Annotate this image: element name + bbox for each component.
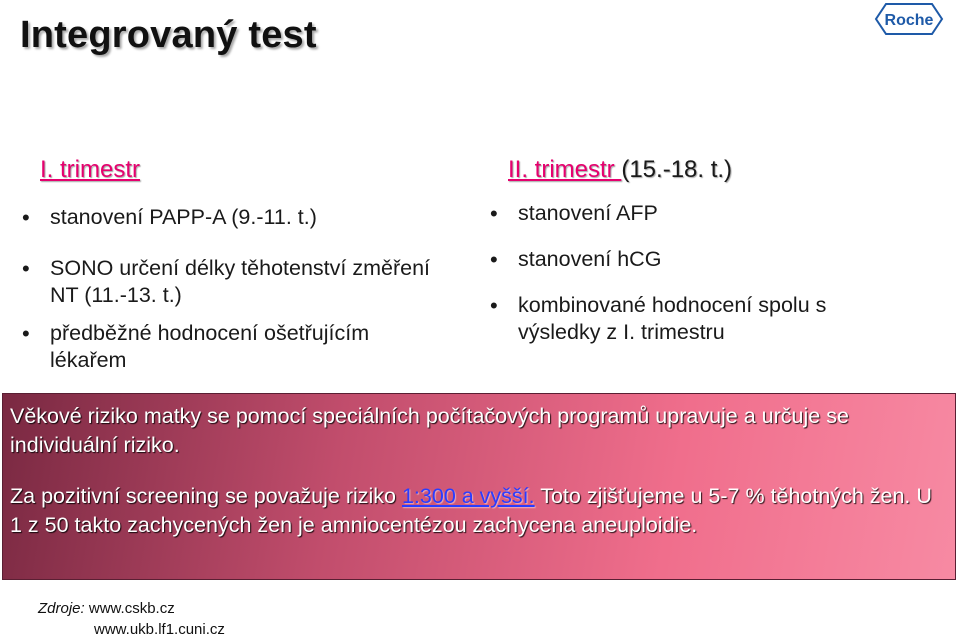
screening-text-after: Toto zjišťujeme u 5-7 % těhotných žen. U 1 z 50 takto zachycených žen je amniocentézou zachycena aneuploidie.	[10, 484, 938, 537]
info-paragraph-age-risk: Věkové riziko matky se pomocí speciálních počítačových programů upravuje a určuje se individuální riziko.	[10, 404, 849, 457]
screening-text-before: Za pozitivní screening se považuje riziko	[10, 484, 402, 508]
info-paragraph-screening	[10, 482, 940, 540]
slide-title: Integrovaný test	[20, 14, 317, 56]
list-item: • stanovení hCG	[490, 246, 954, 273]
list-item: • SONO určení délky těhotenství změření NT (11.-13. t.)	[22, 255, 440, 309]
right-column	[484, 150, 954, 346]
source-link-ukb[interactable]: www.ukb.lf1.cuni.cz	[94, 621, 225, 638]
source-link-cskb[interactable]: www.cskb.cz	[88, 600, 175, 617]
right-list	[490, 200, 954, 346]
left-column	[22, 150, 462, 374]
logo-text: Roche	[884, 12, 934, 29]
list-item: • stanovení AFP	[490, 200, 954, 227]
right-heading-label: II. trimestr	[508, 156, 622, 183]
list-item: • kombinované hodnocení spolu s výsledky z I. trimestru	[490, 292, 888, 346]
list-item: • stanovení PAPP-A (9.-11. t.)	[22, 204, 462, 231]
roche-logo	[874, 2, 944, 36]
risk-threshold-link[interactable]: 1:300 a vyšší.	[401, 484, 535, 508]
left-heading: I. trimestr	[40, 156, 140, 183]
right-heading	[508, 150, 954, 190]
left-list	[22, 204, 462, 374]
sources-label: Zdroje:	[38, 600, 85, 617]
sources	[38, 598, 225, 640]
list-item: • předběžné hodnocení ošetřujícím lékařem	[22, 320, 450, 374]
right-heading-range: (15.-18. t.)	[621, 156, 733, 183]
